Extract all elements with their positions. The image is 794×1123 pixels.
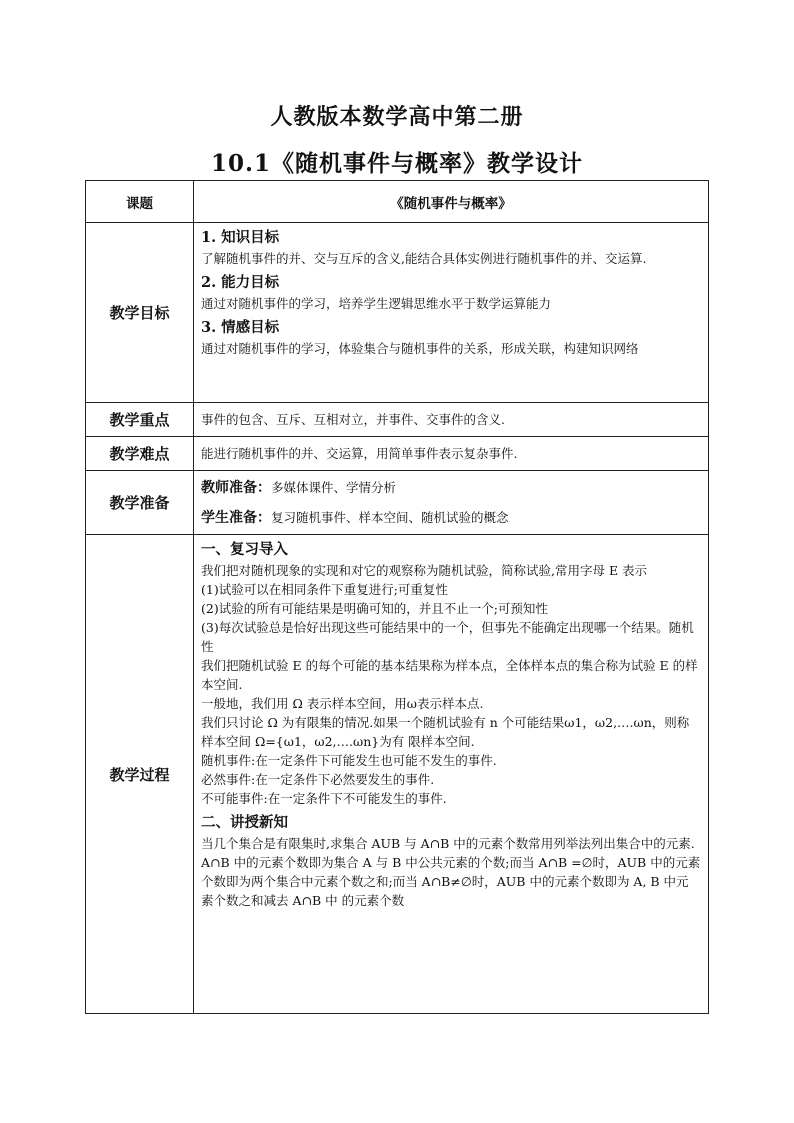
table-row-objectives [86,223,709,403]
topic-value: 《随机事件与概率》 [194,181,709,223]
teacher-preparation-value: 多媒体课件、学情分析 [271,479,397,495]
student-preparation [201,503,701,533]
table-row-topic [86,181,709,223]
process-content [194,535,709,1014]
new-knowledge-line: 当几个集合是有限集时,求集合 AUB 与 A∩B 中的元素个数常用列举法列出集合中的元素. [201,836,695,851]
difficulties-label: 教学难点 [86,437,194,471]
review-line: 一般地，我们用 Ω 表示样本空间，用ω表示样本点. [201,696,484,711]
teacher-preparation [201,473,701,503]
document-subtitle: 10.1《随机事件与概率》教学设计 [210,150,584,177]
section-review-heading: 一、复习导入 [201,541,288,558]
preparation-content [194,471,709,535]
student-preparation-label: 学生准备： [201,509,271,526]
table-row-key-points [86,403,709,437]
knowledge-goal-heading: 1. 知识目标 [201,229,280,246]
review-line: 我们只讨论 Ω 为有限集的情况.如果一个随机试验有 n 个可能结果ω1，ω2,….ωn，则称样本空间 Ω={ω1，ω2,….ωn}为有 限样本空间. [201,715,690,749]
preparation-label: 教学准备 [86,471,194,535]
document-title: 人教版本数学高中第二册 [270,104,524,130]
teacher-preparation-label: 教师准备： [201,479,271,496]
objectives-label: 教学目标 [86,223,194,403]
lesson-plan-table [85,180,709,1014]
student-preparation-value: 复习随机事件、样本空间、随机试验的概念 [271,509,509,525]
table-row-difficulties [86,437,709,471]
emotion-goal-heading: 3. 情感目标 [201,319,280,336]
review-line: (3)每次试验总是恰好出现这些可能结果中的一个，但事先不能确定出现哪一个结果。随机性 [201,620,694,654]
review-line: 我们把对随机现象的实现和对它的观察称为随机试验，简称试验,常用字母 E 表示 [201,563,648,578]
review-line: (2)试验的所有可能结果是明确可知的，并且不止一个;可预知性 [201,601,548,616]
new-knowledge-line: A∩B 中的元素个数即为集合 A 与 B 中公共元素的个数;而当 A∩B =∅时，AUB 中的元素个数即为两个集合中元素个数之和;而当 A∩B≠∅时，AUB 中的元素个数即为 A, B 中元素个数之和减去 A∩B 中 的元素个数 [201,855,701,908]
review-line: (1)试验可以在相同条件下重复进行;可重复性 [201,582,448,597]
emotion-goal-text: 通过对随机事件的学习，体验集合与随机事件的关系，形成关联，构建知识网络 [201,341,639,356]
difficulties-value: 能进行随机事件的并、交运算，用简单事件表示复杂事件. [194,437,709,471]
ability-goal-text: 通过对随机事件的学习，培养学生逻辑思维水平于数学运算能力 [201,296,552,311]
objectives-content [194,223,709,403]
ability-goal-heading: 2. 能力目标 [201,274,280,291]
review-line: 随机事件:在一定条件下可能发生也可能不发生的事件. [201,753,497,768]
process-label: 教学过程 [86,535,194,1014]
knowledge-goal-text: 了解随机事件的并、交与互斥的含义,能结合具体实例进行随机事件的并、交运算. [201,251,647,266]
table-row-process [86,535,709,1014]
review-line: 我们把随机试验 E 的每个可能的基本结果称为样本点，全体样本点的集合称为试验 E 的样本空间. [201,658,698,692]
section-new-knowledge-heading: 二、讲授新知 [201,814,288,831]
table-row-preparation [86,471,709,535]
key-points-label: 教学重点 [86,403,194,437]
topic-label: 课题 [86,181,194,223]
key-points-value: 事件的包含、互斥、互相对立，并事件、交事件的含义. [194,403,709,437]
review-line: 必然事件:在一定条件下必然要发生的事件. [201,772,435,787]
review-line: 不可能事件:在一定条件下不可能发生的事件. [201,791,447,806]
